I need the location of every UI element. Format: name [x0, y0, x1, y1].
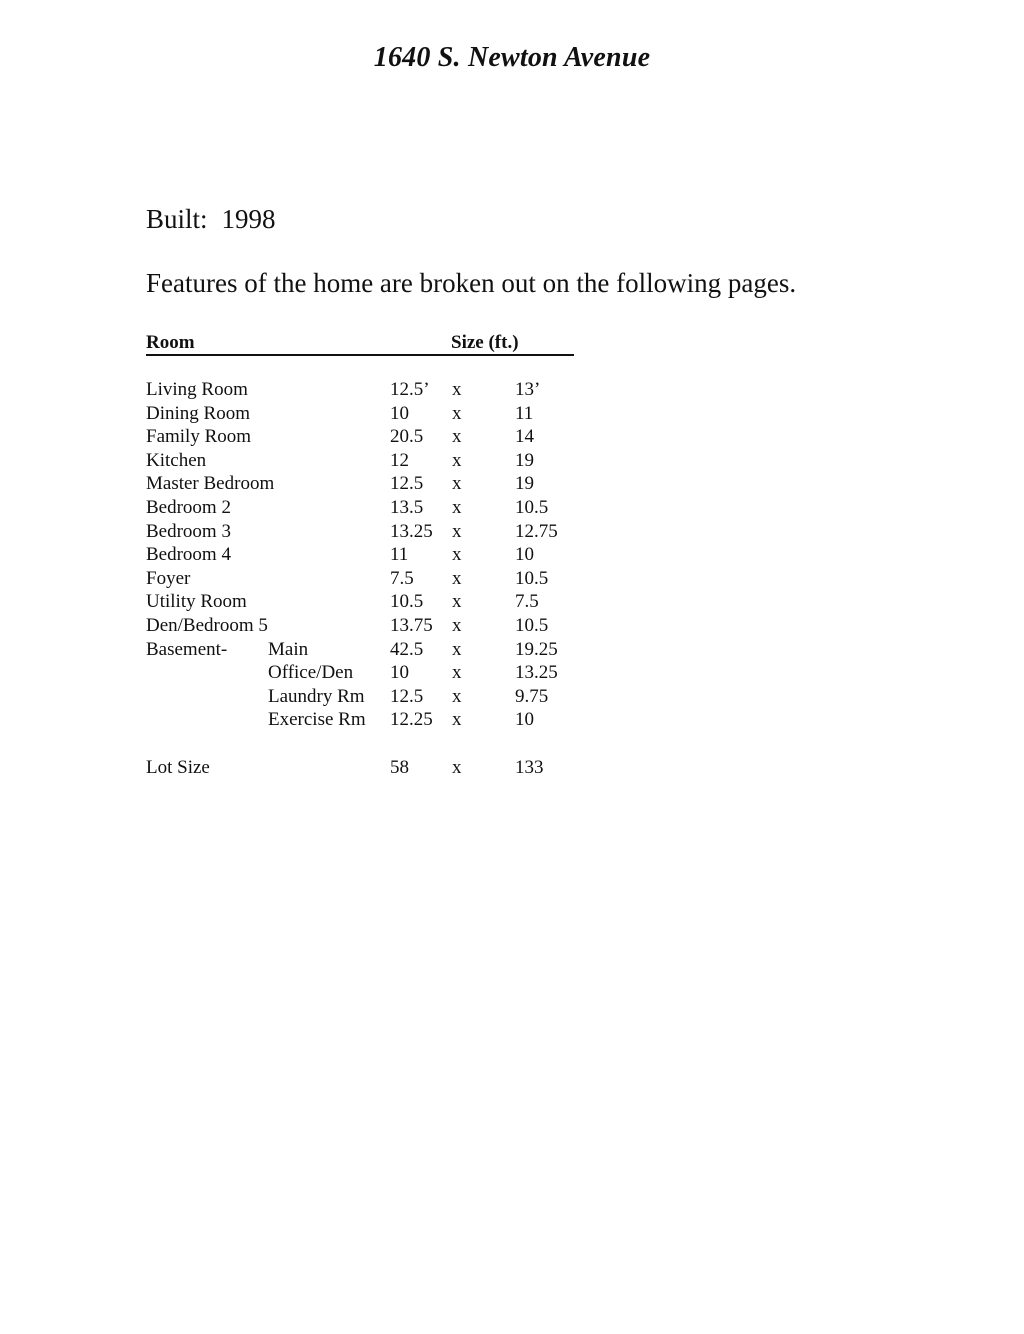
dimension-separator: x	[452, 426, 462, 448]
table-row	[146, 590, 646, 614]
room-length: 10	[515, 709, 534, 731]
room-name: Bedroom 2	[146, 496, 231, 518]
header-size: Size (ft.)	[451, 332, 519, 353]
dimension-separator: x	[452, 591, 462, 613]
room-subname: Laundry Rm	[268, 685, 365, 707]
table-row	[146, 685, 646, 709]
room-length: 12.75	[515, 520, 558, 542]
lot-width: 58	[390, 757, 409, 778]
room-subname: Office/Den	[268, 662, 354, 684]
room-width: 10.5	[390, 591, 424, 613]
room-length: 13’	[515, 379, 541, 400]
dimension-separator: x	[452, 614, 462, 636]
room-name: Den/Bedroom 5	[146, 614, 268, 636]
room-width: 20.5	[390, 426, 424, 448]
room-length: 19	[515, 473, 534, 495]
dimension-separator: x	[452, 544, 462, 566]
room-length: 14	[515, 426, 534, 448]
table-row	[146, 402, 646, 426]
lot-length: 133	[515, 757, 544, 778]
lot-size-row	[146, 756, 646, 780]
room-width: 13.5	[390, 496, 424, 518]
built-year: 1998	[221, 204, 276, 234]
room-width: 10	[390, 402, 409, 424]
table-row	[146, 708, 646, 732]
room-subname: Exercise Rm	[268, 709, 366, 731]
table-row	[146, 449, 646, 473]
room-name: Dining Room	[146, 402, 250, 424]
room-length: 10.5	[515, 567, 549, 589]
room-name: Foyer	[146, 567, 191, 589]
room-width: 10	[390, 662, 409, 684]
table-row	[146, 543, 646, 567]
room-name: Kitchen	[146, 449, 207, 471]
room-width: 12.5	[390, 685, 424, 707]
table-row	[146, 567, 646, 591]
table-row	[146, 614, 646, 638]
room-width: 12.5’	[390, 379, 430, 400]
dimension-separator: x	[452, 662, 462, 684]
dimension-separator: x	[452, 496, 462, 518]
dimension-separator: x	[452, 473, 462, 495]
dimension-separator: x	[452, 638, 462, 660]
dimension-separator: x	[452, 449, 462, 471]
header-room: Room	[146, 332, 195, 353]
room-length: 19.25	[515, 638, 558, 660]
table-row	[146, 638, 646, 662]
table-row	[146, 378, 646, 402]
room-size-table	[146, 378, 646, 732]
dimension-separator: x	[452, 402, 462, 424]
table-row	[146, 496, 646, 520]
table-row	[146, 472, 646, 496]
room-width: 12	[390, 449, 409, 471]
room-length: 10.5	[515, 496, 549, 518]
table-row	[146, 425, 646, 449]
room-width: 12.25	[390, 709, 433, 731]
room-name: Family Room	[146, 426, 252, 448]
room-length: 11	[515, 402, 534, 424]
room-length: 7.5	[515, 591, 539, 613]
room-name: Bedroom 4	[146, 544, 231, 566]
intro-text: Features of the home are broken out on the following pages.	[146, 268, 797, 298]
room-name: Living Room	[146, 379, 248, 400]
room-subname: Main	[268, 638, 309, 660]
room-width: 13.25	[390, 520, 433, 542]
room-length: 13.25	[515, 662, 558, 684]
built-label: Built:	[146, 204, 208, 234]
lot-size-label: Lot Size	[146, 757, 210, 778]
room-name: Basement-	[146, 638, 228, 660]
room-length: 19	[515, 449, 534, 471]
dimension-separator: x	[452, 520, 462, 542]
room-length: 10.5	[515, 614, 549, 636]
table-row	[146, 756, 646, 780]
room-width: 13.75	[390, 614, 433, 636]
dimension-separator: x	[452, 709, 462, 731]
table-row	[146, 520, 646, 544]
table-header	[146, 332, 574, 356]
built-line	[146, 204, 276, 235]
dimension-separator: x	[452, 685, 462, 707]
room-width: 12.5	[390, 473, 424, 495]
room-length: 10	[515, 544, 534, 566]
room-width: 42.5	[390, 638, 424, 660]
dimension-separator: x	[452, 567, 462, 589]
page-title: 1640 S. Newton Avenue	[373, 42, 651, 73]
room-name: Utility Room	[146, 591, 247, 613]
room-name: Bedroom 3	[146, 520, 231, 542]
table-row	[146, 661, 646, 685]
dimension-separator: x	[452, 757, 462, 778]
room-width: 11	[390, 544, 409, 566]
room-width: 7.5	[390, 567, 414, 589]
dimension-separator: x	[452, 379, 462, 400]
room-length: 9.75	[515, 685, 549, 707]
room-name: Master Bedroom	[146, 473, 275, 495]
